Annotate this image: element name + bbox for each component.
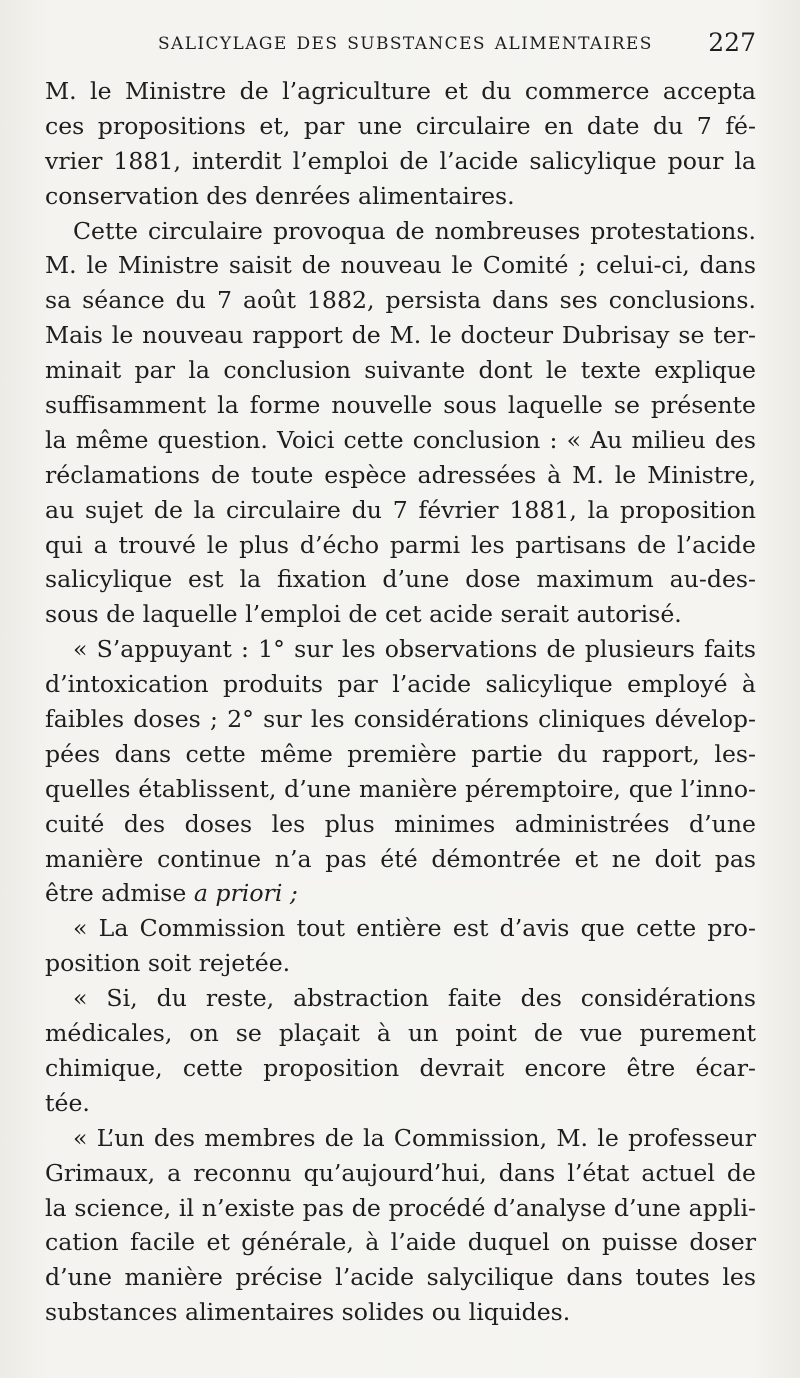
- text-line-content: cation facile et générale, à l’aide duquel on puisse doser: [45, 1228, 756, 1257]
- text-line-content: Cette circulaire provoqua de nombreuses protestations.: [73, 216, 756, 245]
- text-line-content: minait par la conclusion suivante dont le texte explique: [45, 356, 756, 385]
- italic-phrase: a priori ;: [193, 879, 298, 908]
- text-line: [45, 667, 756, 702]
- text-line: [45, 702, 756, 737]
- text-line: [45, 493, 756, 528]
- text-line-content: d’intoxication produits par l’acide salicylique employé à: [45, 670, 756, 699]
- text-line-content: conservation des denrées alimentaires.: [45, 181, 515, 210]
- text-line-content: « L’un des membres de la Commission, M. le professeur: [73, 1123, 756, 1152]
- text-line-content: sous de laquelle l’emploi de cet acide serait autorisé.: [45, 600, 682, 629]
- text-line-content: sa séance du 7 août 1882, persista dans ses conclusions.: [45, 286, 756, 315]
- text-line: [45, 1260, 756, 1295]
- text-line-content: chimique, cette proposition devrait encore être écar-: [45, 1053, 756, 1082]
- text-line-content: d’une manière précise l’acide salycilique dans toutes les: [45, 1263, 756, 1292]
- text-line-content: « Si, du reste, abstraction faite des considérations: [73, 984, 756, 1013]
- text-line-content: au sujet de la circulaire du 7 février 1881, la proposition: [45, 495, 756, 524]
- text-line: [45, 1156, 756, 1191]
- text-line: [45, 283, 756, 318]
- text-line: [45, 807, 756, 842]
- text-line-content: la science, il n’existe pas de procédé d’analyse d’une appli-: [45, 1193, 756, 1222]
- text-line: [45, 562, 756, 597]
- text-line: [45, 458, 756, 493]
- text-line: [45, 528, 756, 563]
- text-line-content: quelles établissent, d’une manière péremptoire, que l’inno-: [45, 774, 756, 803]
- text-line-content: la même question. Voici cette conclusion : « Au milieu des: [45, 425, 756, 454]
- text-line: [45, 911, 756, 946]
- text-line: [45, 981, 756, 1016]
- text-line: [45, 1086, 756, 1121]
- text-line-content: réclamations de toute espèce adressées à M. le Ministre,: [45, 460, 756, 489]
- text-line: [45, 109, 756, 144]
- text-line: [45, 74, 756, 109]
- text-line: [45, 1121, 756, 1156]
- text-line-content: Mais le nouveau rapport de M. le docteur Dubrisay se ter-: [45, 321, 756, 350]
- text-line: [45, 423, 756, 458]
- text-line: [45, 179, 756, 214]
- text-line: [45, 1016, 756, 1051]
- text-line-content: qui a trouvé le plus d’écho parmi les partisans de l’acide: [45, 530, 756, 559]
- text-line-content: médicales, on se plaçait à un point de vue purement: [45, 1019, 756, 1048]
- text-line: [45, 1225, 756, 1260]
- text-line-content: « La Commission tout entière est d’avis que cette pro-: [73, 914, 756, 943]
- text-line: [45, 248, 756, 283]
- text-line-content: « S’appuyant : 1° sur les observations de plusieurs faits: [73, 635, 756, 664]
- text-line: [45, 214, 756, 249]
- text-line-content: Grimaux, a reconnu qu’aujourd’hui, dans l’état actuel de: [45, 1158, 756, 1187]
- text-line-content: tée.: [45, 1088, 90, 1117]
- text-line-content: ces propositions et, par une circulaire en date du 7 fé-: [45, 111, 756, 140]
- page-number: 227: [708, 28, 756, 57]
- text-line: [45, 144, 756, 179]
- text-line-content: suffisamment la forme nouvelle sous laquelle se présente: [45, 391, 756, 420]
- text-line-content: M. le Ministre saisit de nouveau le Comité ; celui-ci, dans: [45, 251, 756, 280]
- text-line-content: M. le Ministre de l’agriculture et du commerce accepta: [45, 77, 756, 105]
- text-line-content: manière continue n’a pas été démontrée et ne doit pas: [45, 844, 756, 873]
- text-line: [45, 632, 756, 667]
- running-header: [0, 28, 800, 68]
- text-line: [45, 842, 756, 877]
- running-title: SALICYLAGE DES SUBSTANCES ALIMENTAIRES: [158, 34, 653, 54]
- text-line-content: pées dans cette même première partie du rapport, les-: [45, 739, 756, 768]
- text-line: [45, 353, 756, 388]
- text-line: [45, 597, 756, 632]
- text-line: [45, 876, 756, 911]
- text-line: [45, 1191, 756, 1226]
- text-line: [45, 1295, 756, 1330]
- text-line: [45, 946, 756, 981]
- text-line-content: position soit rejetée.: [45, 949, 291, 978]
- text-line-content: substances alimentaires solides ou liquides.: [45, 1298, 571, 1327]
- text-line: [45, 388, 756, 423]
- text-line: [45, 737, 756, 772]
- text-line-content: cuité des doses les plus minimes administrées d’une: [45, 809, 756, 838]
- text-line-content: vrier 1881, interdit l’emploi de l’acide salicylique pour la: [45, 146, 756, 175]
- text-line-content: être admise: [45, 879, 194, 908]
- text-line: [45, 1051, 756, 1086]
- text-line-content: salicylique est la fixation d’une dose maximum au-des-: [45, 565, 756, 594]
- text-line: [45, 772, 756, 807]
- body-text: [45, 74, 756, 1330]
- text-line-content: faibles doses ; 2° sur les considérations cliniques dévelop-: [45, 705, 756, 734]
- text-line: [45, 318, 756, 353]
